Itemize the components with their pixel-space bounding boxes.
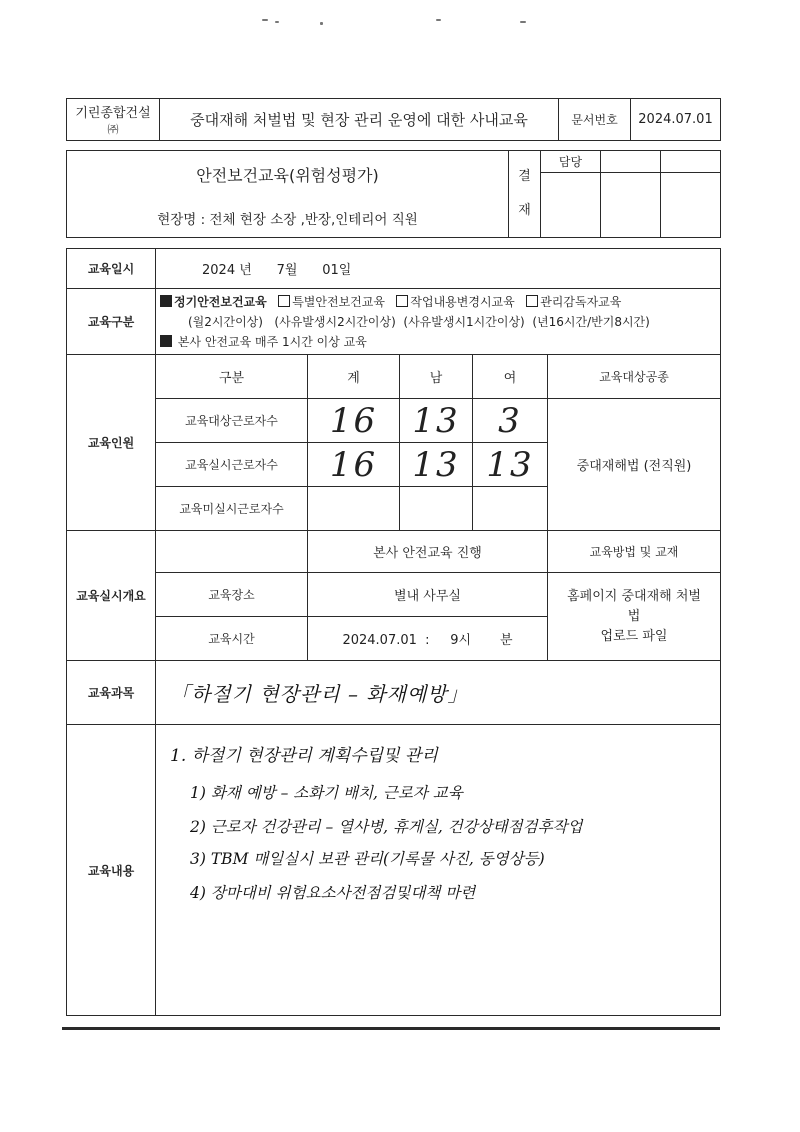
target-type-value: 중대재해법 (전직원) [548, 399, 721, 531]
option-hq-weekly: 본사 안전교육 매주 1시간 이상 교육 [177, 334, 367, 349]
option-supervisor: 관리감독자교육 [540, 294, 622, 309]
option-regular-note: (월2시간이상) [188, 314, 263, 329]
doc-number-label: 문서번호 [559, 99, 631, 141]
col-male: 남 [400, 355, 473, 399]
company-cell [67, 99, 160, 141]
checkbox-special[interactable] [278, 295, 290, 307]
content-area [156, 725, 721, 1016]
row-target-workers: 교육대상근로자수 [156, 399, 308, 443]
col-total: 계 [308, 355, 400, 399]
content-label: 교육내용 [67, 725, 156, 1016]
option-work-change-note: (사유발생시1시간이상) [403, 314, 525, 329]
edu-type-label: 교육구분 [67, 289, 156, 355]
option-special-note: (사유발생시2시간이상) [274, 314, 396, 329]
scan-noise [436, 19, 441, 21]
absent-total [308, 487, 400, 531]
subheader-main [67, 151, 509, 238]
col-target-type: 교육대상공종 [548, 355, 721, 399]
edu-date-label: 교육일시 [67, 249, 156, 289]
place-value: 별내 사무실 [308, 573, 548, 617]
header-table [66, 98, 721, 141]
approval-sign-3 [661, 173, 721, 238]
attended-total: 16 [308, 443, 400, 487]
document-title: 중대재해 처벌법 및 현장 관리 운영에 대한 사내교육 [160, 99, 559, 141]
row-attended-workers: 교육실시근로자수 [156, 443, 308, 487]
scan-noise [320, 22, 323, 25]
col-category: 구분 [156, 355, 308, 399]
approval-sign-1 [541, 173, 601, 238]
col-female: 여 [473, 355, 548, 399]
place-label: 교육장소 [156, 573, 308, 617]
content-line-3: 2) 근로자 건강관리 – 열사병, 휴게실, 건강상태점검후작업 [190, 818, 583, 836]
approval-sign-2 [601, 173, 661, 238]
edu-date-value: 2024 년 7월 01일 [156, 249, 721, 289]
edu-type-options [156, 289, 721, 355]
approval-role-1: 담당 [541, 151, 601, 173]
bottom-rule [62, 1027, 720, 1030]
scan-noise [262, 19, 268, 21]
checkbox-supervisor[interactable] [526, 295, 538, 307]
option-work-change: 작업내용변경시교육 [410, 294, 515, 309]
scan-noise [275, 21, 279, 23]
time-value: 2024.07.01 : 9시 분 [308, 617, 548, 661]
checkbox-regular[interactable] [160, 295, 172, 307]
target-female: 3 [473, 399, 548, 443]
row-absent-workers: 교육미실시근로자수 [156, 487, 308, 531]
option-special: 특별안전보건교육 [292, 294, 385, 309]
personnel-label: 교육인원 [67, 355, 156, 531]
option-supervisor-note: (년16시간/반기8시간) [532, 314, 650, 329]
approval-role-2 [601, 151, 661, 173]
approval-role-3 [661, 151, 721, 173]
checkbox-work-change[interactable] [396, 295, 408, 307]
subheader-table [66, 150, 721, 238]
content-line-2: 1) 화재 예방 – 소화기 배치, 근로자 교육 [190, 784, 463, 802]
subheader-title: 안전보건교육(위험성평가) [196, 166, 379, 185]
overview-summary: 본사 안전교육 진행 [308, 531, 548, 573]
absent-male [400, 487, 473, 531]
content-line-4: 3) TBM 매일실시 보관 관리(기록물 사진, 동영상등) [190, 850, 545, 868]
subject-label: 교육과목 [67, 661, 156, 725]
company-mark: ㈜ [107, 123, 119, 136]
site-name: 현장명 : 전체 현장 소장 ,반장,인테리어 직원 [157, 212, 418, 228]
method-value: 홈페이지 중대재해 처벌 법 업로드 파일 [548, 573, 721, 661]
time-label: 교육시간 [156, 617, 308, 661]
content-line-5: 4) 장마대비 위험요소사전점검및대책 마련 [190, 884, 476, 902]
main-form [66, 248, 721, 1016]
absent-female [473, 487, 548, 531]
approval-label: 결 재 [509, 151, 541, 238]
attended-male: 13 [400, 443, 473, 487]
checkbox-hq-weekly[interactable] [160, 335, 172, 347]
attended-female: 13 [473, 443, 548, 487]
overview-label: 교육실시개요 [67, 531, 156, 661]
option-regular: 정기안전보건교육 [174, 294, 267, 309]
target-total: 16 [308, 399, 400, 443]
method-label: 교육방법 및 교재 [548, 531, 721, 573]
overview-blank [156, 531, 308, 573]
subject-value: 「하절기 현장관리 – 화재예방」 [156, 661, 721, 725]
target-male: 13 [400, 399, 473, 443]
doc-number: 2024.07.01 [631, 99, 721, 141]
scan-noise [520, 21, 526, 23]
company-name: 기린종합건설 [75, 106, 151, 121]
content-line-1: 1. 하절기 현장관리 계획수립및 관리 [170, 746, 438, 766]
